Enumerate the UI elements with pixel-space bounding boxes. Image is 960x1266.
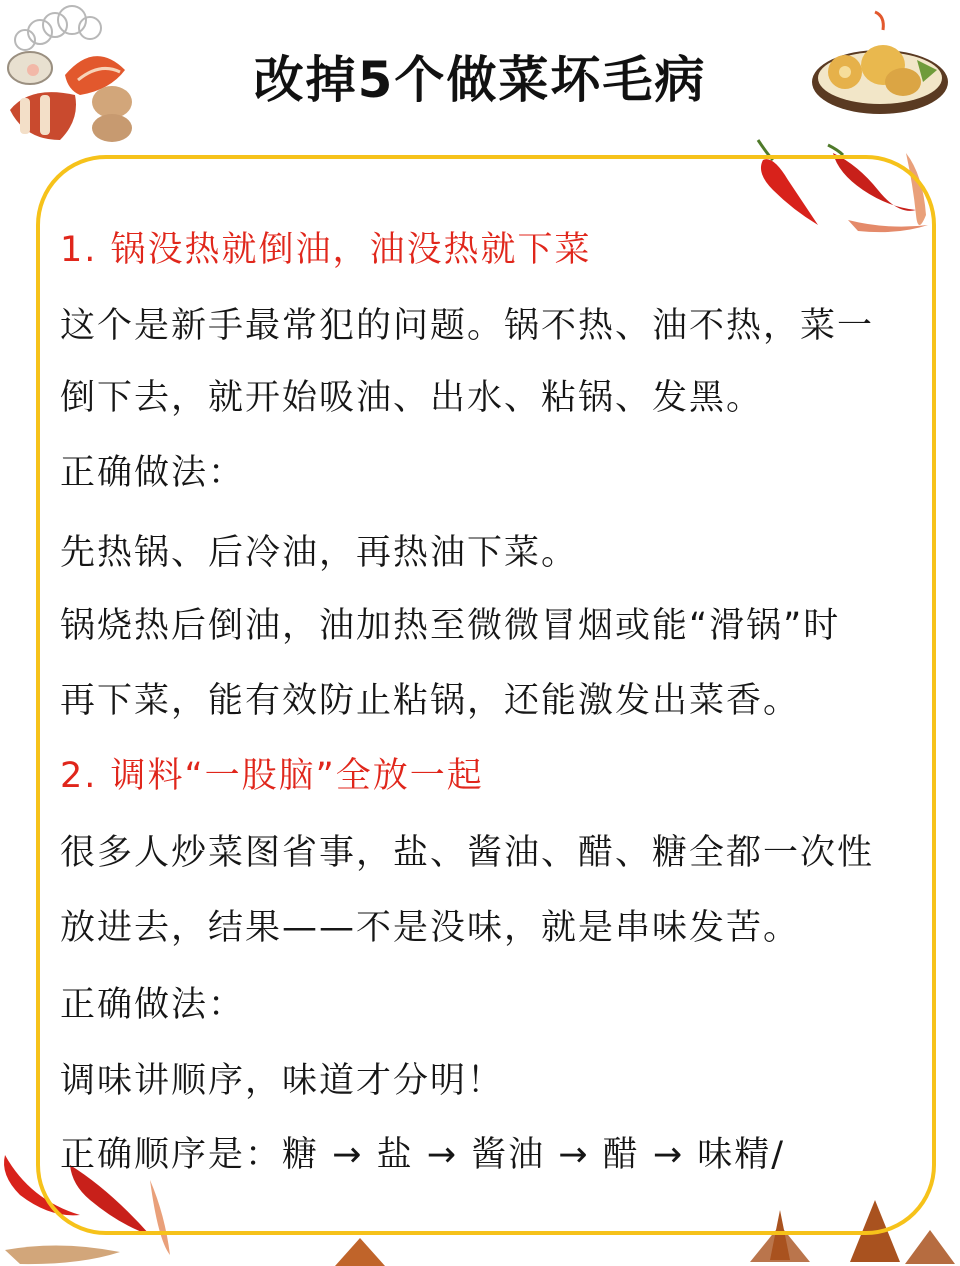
section-heading: 1. 锅没热就倒油，油没热就下菜 — [60, 230, 592, 270]
paragraph-line: 先热锅、后冷油，再热油下菜。 — [60, 533, 579, 573]
method-label: 正确做法： — [60, 453, 246, 493]
paragraph-line: 放进去，结果——不是没味，就是串味发苦。 — [60, 908, 801, 948]
star-anise-illustration — [330, 1236, 390, 1266]
section-heading: 2. 调料“一股脑”全放一起 — [60, 756, 484, 796]
paragraph-line: 锅烧热后倒油，油加热至微微冒烟或能“滑锅”时 — [60, 606, 841, 646]
page-title: 改掉5个做菜坏毛病 — [253, 51, 707, 109]
paragraph-line: 倒下去，就开始吸油、出水、粘锅、发黑。 — [60, 378, 764, 418]
paragraph-line: 很多人炒菜图省事，盐、酱油、醋、糖全都一次性 — [60, 833, 875, 873]
paragraph-line: 调味讲顺序，味道才分明！ — [60, 1061, 505, 1101]
method-label: 正确做法： — [60, 985, 246, 1025]
paragraph-line: 正确顺序是：糖 → 盐 → 酱油 → 醋 → 味精/ — [60, 1135, 786, 1175]
paragraph-line: 再下菜，能有效防止粘锅，还能激发出菜香。 — [60, 681, 801, 721]
paragraph-line: 这个是新手最常犯的问题。锅不热、油不热，菜一 — [60, 306, 875, 346]
